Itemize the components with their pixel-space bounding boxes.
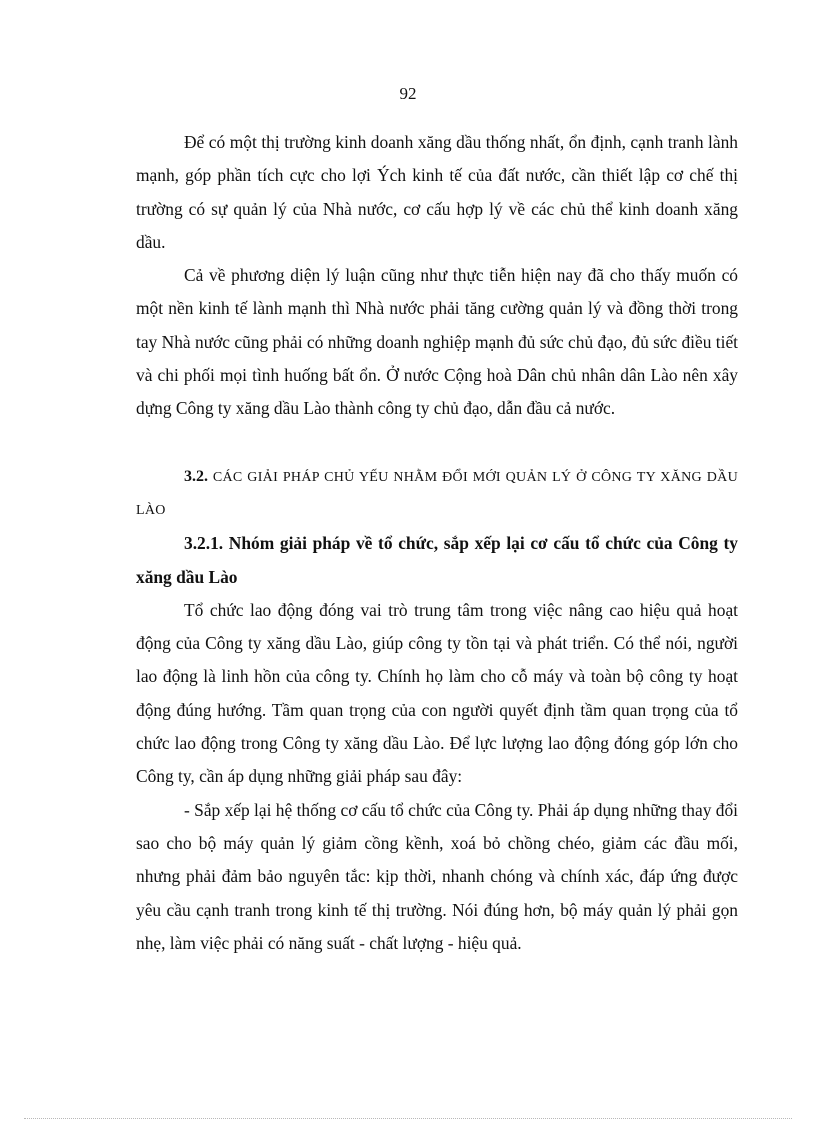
section-title: CÁC GIẢI PHÁP CHỦ YẾU NHẰM ĐỔI MỚI QUẢN LÝ Ở CÔNG TY XĂNG DẦU LÀO	[136, 469, 738, 518]
paragraph-market-unification: Để có một thị trường kinh doanh xăng dầu thống nhất, ổn định, cạnh tranh lành mạnh, góp phần tích cực cho lợi Ých kinh tế của đất nước, cần thiết lập cơ chế thị trường có sự quản lý của Nhà nước, cơ cấu hợp lý về các chủ thể kinh doanh xăng dầu.	[136, 132, 738, 252]
paragraph-restructure: - Sắp xếp lại hệ thống cơ cấu tổ chức của Công ty. Phải áp dụng những thay đổi sao cho bộ máy quản lý giảm cồng kềnh, xoá bỏ chồng chéo, giảm các đầu mối, nhưng phải đảm bảo nguyên tắc: kịp thời, nhanh chóng và chính xác, đáp ứng được yêu cầu cạnh tranh trong kinh tế thị trường. Nói đúng hơn, bộ máy quản lý phải gọn nhẹ, làm việc phải có năng suất - chất lượng - hiệu quả.	[136, 799, 738, 953]
paragraph-state-management: Cả về phương diện lý luận cũng như thực tiễn hiện nay đã cho thấy muốn có một nền kinh tế lành mạnh thì Nhà nước phải tăng cường quản lý và đồng thời trong tay Nhà nước cũng phải có những doanh nghiệp mạnh đủ sức chủ đạo, đủ sức điều tiết và chi phối mọi tình huống bất ổn. Ở nước Cộng hoà Dân chủ nhân dân Lào nên xây dựng Công ty xăng dầu Lào thành công ty chủ đạo, dẫn đầu cả nước.	[136, 265, 738, 419]
section-heading	[136, 460, 738, 528]
section-number: 3.2.	[184, 467, 208, 485]
document-body	[136, 126, 738, 960]
page-bottom-edge	[24, 1118, 792, 1119]
paragraph-labor-organization: Tổ chức lao động đóng vai trò trung tâm trong việc nâng cao hiệu quả hoạt động của Công ty xăng dầu Lào, giúp công ty tồn tại và phát triển. Có thể nói, người lao động là linh hồn của công ty. Chính họ làm cho cỗ máy và toàn bộ công ty hoạt động đúng hướng. Tầm quan trọng của con người quyết định tầm quan trọng của tổ chức lao động trong Công ty xăng dầu Lào. Để lực lượng lao động đóng góp lớn cho Công ty, cần áp dụng những giải pháp sau đây:	[136, 599, 738, 787]
page-number: 92	[399, 84, 417, 103]
subsection-heading: 3.2.1. Nhóm giải pháp về tổ chức, sắp xếp lại cơ cấu tổ chức của Công ty xăng dầu Lào	[136, 533, 738, 587]
